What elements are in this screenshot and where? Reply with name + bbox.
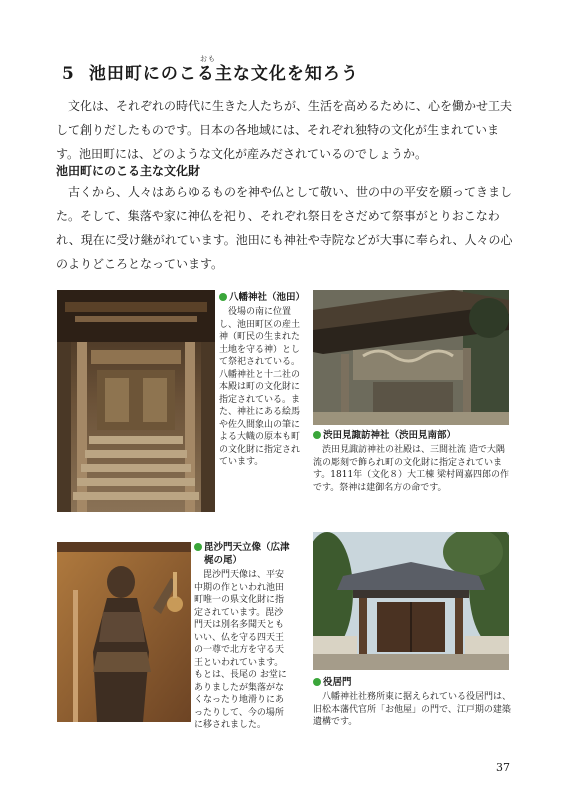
chapter-ruby: おも <box>200 55 216 64</box>
intro-paragraph: 文化は、それぞれの時代に生きた人たちが、生活を高めるために、心を働かせ工夫して創りだしたものです。日本の各地域には、それぞれ独特の文化が生まれています。池田町には、どのような文化が産みだされているのでしょうか。 <box>56 99 513 161</box>
caption-title-suwa: 渋田見諏訪神社（渋田見南部） <box>323 430 457 441</box>
bullet-icon <box>219 293 227 301</box>
caption-bishamonten <box>194 541 290 732</box>
caption-yakui <box>313 676 511 729</box>
hachiman-shrine-photo <box>57 290 215 512</box>
suwa-shrine-photo <box>313 290 509 425</box>
chapter-title-text: 池田町にのこる主な文化を知ろう <box>88 64 359 85</box>
chapter-title <box>62 55 522 87</box>
caption-title-bishamonten: 毘沙門天立像（広津梶の尾） <box>204 542 290 566</box>
caption-hachiman <box>219 291 305 469</box>
caption-title-yakui: 役居門 <box>323 677 352 688</box>
chapter-number: 5 <box>62 64 75 85</box>
bullet-icon <box>313 431 321 439</box>
caption-text-hachiman: 役場の南に位置し、池田町区の産土神（町民の生まれた土地を守る神）として祭祀されている。八幡神社と十二社の本殿は町の文化財に指定されている。また、神社にある絵馬や佐久間象山の筆による大幟の原本も町の文化財に指定されています。 <box>219 307 301 467</box>
caption-text-suwa: 渋田見諏訪神社の社殿は、三間社流 造で大隅流の彫刻で飾られ町の文化財に指定されています。1811年（文化８）大工棟 梁村岡嘉四郎の作です。祭神は建御名方の命です。 <box>313 445 510 493</box>
caption-text-yakui: 八幡神社社務所東に据えられている役居門は、旧松本藩代官所「お他屋」の門で、江戸期の建築遺構です。 <box>313 692 512 727</box>
bullet-icon <box>194 543 202 551</box>
caption-text-bishamonten: 毘沙門天像は、平安中期の作といわれ池田町唯一の県文化財に指定されています。毘沙門天は別名多聞天ともいい、仏を守る四天王の一尊で北方を守る天王といわれています。もとは、長尾の お堂にありましたが集落がなくなったり地滑りにあったりして、今の場所に移されました。 <box>194 570 287 730</box>
bishamonten-statue-photo <box>57 542 191 722</box>
section-heading: 池田町にのこる主な文化財 <box>56 164 201 178</box>
caption-title-hachiman: 八幡神社（池田） <box>229 292 306 303</box>
bullet-icon <box>313 678 321 686</box>
caption-suwa <box>313 429 511 494</box>
section-paragraph: 古くから、人々はあらゆるものを神や仏として敬い、世の中の平安を願ってきました。そして、集落や家に神仏を祀り、それぞれ祭日をさだめて祭事がとりおこなわれ、現在に受け継がれています。池田にも神社や寺院などが大事に奉られ、人々の心のよりどころとなっています。 <box>56 185 513 271</box>
yakui-gate-photo <box>313 532 509 670</box>
page-number: 37 <box>496 761 510 774</box>
